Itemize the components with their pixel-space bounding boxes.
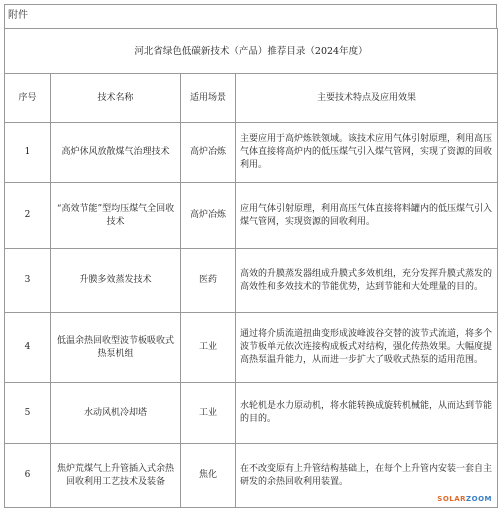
row-tech-name: “高效节能”型均压煤气全回收技术	[51, 183, 181, 249]
table-row	[5, 383, 498, 444]
attachment-label: 附件	[4, 4, 497, 28]
header-number: 序号	[5, 74, 51, 123]
header-description: 主要技术特点及应用效果	[236, 74, 498, 123]
header-tech-name: 技术名称	[51, 74, 181, 123]
row-scene: 焦化	[181, 444, 236, 508]
row-number: 5	[5, 383, 51, 444]
header-row	[5, 74, 498, 123]
row-number: 6	[5, 444, 51, 508]
table-title: 河北省绿色低碳新技术（产品）推荐目录（2024年度）	[5, 29, 498, 74]
row-tech-name: 焦炉荒煤气上升管插入式余热回收利用工艺技术及装备	[51, 444, 181, 508]
table-row	[5, 123, 498, 183]
row-description: 应用气体引射原理，利用高压气体直接将料罐内的低压煤气引入煤气管网，实现资源的回收利用。	[236, 183, 498, 249]
row-tech-name: 低温余热回收型波节板吸收式热泵机组	[51, 313, 181, 383]
row-tech-name: 水动风机冷却塔	[51, 383, 181, 444]
table-row	[5, 249, 498, 313]
row-description: 在不改变原有上升管结构基础上，在每个上升管内安装一套自主研发的余热回收利用装置。	[236, 444, 498, 508]
row-description: 主要应用于高炉炼铁领域。该技术应用气体引射原理，利用高压气体直接将高炉内的低压煤气引入煤气管网，实现了资源的回收利用。	[236, 123, 498, 183]
row-scene: 高炉冶炼	[181, 123, 236, 183]
row-scene: 工业	[181, 383, 236, 444]
row-description: 高效的升膜蒸发器组成升膜式多效机组，充分发挥升膜式蒸发的高效性和多效技术的节能优势，达到节能和大处理量的目的。	[236, 249, 498, 313]
recommendation-table	[4, 28, 498, 508]
row-description: 水轮机是水力原动机，将水能转换成旋转机械能，从而达到节能的目的。	[236, 383, 498, 444]
row-scene: 医药	[181, 249, 236, 313]
table-row	[5, 444, 498, 508]
row-number: 4	[5, 313, 51, 383]
row-number: 2	[5, 183, 51, 249]
table-row	[5, 183, 498, 249]
header-scene: 适用场景	[181, 74, 236, 123]
row-scene: 高炉冶炼	[181, 183, 236, 249]
row-tech-name: 升膜多效蒸发技术	[51, 249, 181, 313]
row-number: 3	[5, 249, 51, 313]
watermark-part1: SOLAR	[437, 495, 467, 503]
row-scene: 工业	[181, 313, 236, 383]
watermark-part2: ZOOM	[466, 495, 492, 503]
row-description: 通过将介质流道扭曲变形成波峰波谷交替的波节式流道，将多个波节板单元依次连接构成板式对结构，强化传热效果。大幅度提高热泵温升能力，从而进一步扩大了吸收式热泵的适用范围。	[236, 313, 498, 383]
row-number: 1	[5, 123, 51, 183]
row-tech-name: 高炉休风放散煤气治理技术	[51, 123, 181, 183]
table-row	[5, 313, 498, 383]
watermark-logo	[437, 495, 492, 503]
